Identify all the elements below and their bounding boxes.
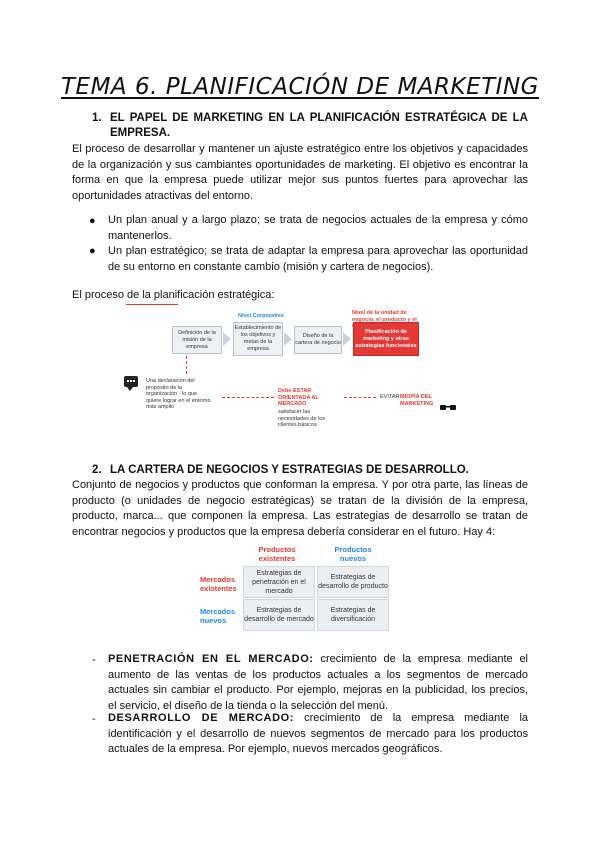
bullet-item-1: Un plan anual y a largo plazo; se trata de negocios actuales de la empresa y cómo mantenerlos. [108,214,528,242]
level-corporate-label: Nivel Corporativo [238,313,284,319]
avoid-label: EVITAR [380,394,400,400]
arrow-icon [284,332,292,346]
strategy-item-penetration [108,652,528,714]
strategy-item-market-development [108,711,528,758]
speech-bubble-icon [124,376,138,387]
matrix-row-new: Mercados nuevos [200,607,236,625]
matrix-row-existing: Mercados existentes [200,575,237,593]
strategy-text: crecimiento de la empresa mediante la identificación y el desarrollo de nuevos segmentos de mercado para los productos actuales de la empresa. Por ejemplo, nuevos mercados geográficos. [108,712,529,755]
list-dash: - [92,713,96,725]
step-mission: Definición de la misión de la empresa [172,326,222,354]
bullet-icon: ● [89,245,96,257]
section1-number: 1. [92,112,102,124]
dashed-connector [222,397,274,398]
section2-paragraph: Conjunto de negocios y productos que conforman la empresa. Y por otra parte, las líneas de producto (o unidades de negocio estratégicas) se tratan de la división de la empresa, producto, marca... que componen la empresa. Las estrategias de desarrollo se tratan de encontrar negocios y productos que la empresa debería considerar en el futuro. Hay 4: [72,479,528,538]
dashed-connector [186,356,187,374]
strategy-label: DESARROLLO DE MERCADO: [108,712,295,724]
matrix-col-new: Productos nuevos [334,545,372,563]
red-underline [126,304,178,305]
market-oriented-note: Debe ESTAR ORIENTADA AL MERCADO [278,388,319,407]
section1-paragraph: El proceso de desarrollar y mantener un ajuste estratégico entre los objetivos y capacidades de la organización y sus cambiantes oportunidades de marketing. El objetivo es encontrar la forma en que la empresa puede utilizar mejor sus puntos fuertes para aprovechar las oportunidades atractivas del entorno. [72,143,528,202]
bullet-item-2: Un plan estratégico; se trata de adaptar la empresa para aprovechar las oportunidad de su entorno en constante cambio (misión y cartera de negocios). [108,245,528,273]
mission-note: Una declaración del propósito de la organización - lo que quiere lograr en el entorno más amplio [146,378,211,410]
level-business-label: Nivel de la unidad de negocio, el producto y el [352,310,417,323]
step-portfolio: Diseño de la cartera de negocio [294,326,342,354]
arrow-icon [343,332,351,346]
matrix-cell-penetration: Estrategias de penetración en el mercado [243,566,315,598]
matrix-col-existing: Productos existentes [258,545,296,563]
page-title: TEMA 6. PLANIFICACIÓN DE MARKETING [61,74,539,100]
step-objectives: Establecimiento de los objetivos y metas de la empresa [233,322,283,356]
section1-heading-line1: EL PAPEL DE MARKETING EN LA PLANIFICACIÓN ESTRATÉGICA DE LA [110,112,528,124]
step-marketing-planning: Planificación de marketing y otras estrategias funcionales [353,322,419,356]
marketing-myopia-label: MIOPÍA DEL MARKETING [400,394,434,407]
strategy-text: crecimiento de la empresa mediante el aumento de las ventas de los productos actuales a los segmentos de mercado actuales sin cambiar el producto. Por ejemplo, mejoras en la publicidad, los precios, el servicio, el diseño de la tienda o la selección del menú. [108,653,529,712]
sunglasses-icon [440,404,456,414]
matrix-cell-market-development: Estrategias de desarrollo de mercado [243,599,315,631]
section2-heading: LA CARTERA DE NEGOCIOS Y ESTRATEGIAS DE DESARROLLO. [110,464,469,476]
arrow-icon [223,332,231,346]
list-dash: - [92,654,96,666]
bullet-icon: ● [89,215,96,227]
strategy-label: PENETRACIÓN EN EL MERCADO: [108,653,314,665]
process-intro: El proceso de la planificación estratégica: [72,289,275,301]
dashed-connector [344,397,376,398]
customer-needs-note: satisfacer las necesidades de los clientes básicos [278,409,326,428]
section1-heading-line2: EMPRESA. [110,127,171,139]
section2-number: 2. [92,464,102,476]
matrix-cell-product-development: Estrategias de desarrollo de producto [317,566,389,598]
matrix-cell-diversification: Estrategias de diversificación [317,599,389,631]
